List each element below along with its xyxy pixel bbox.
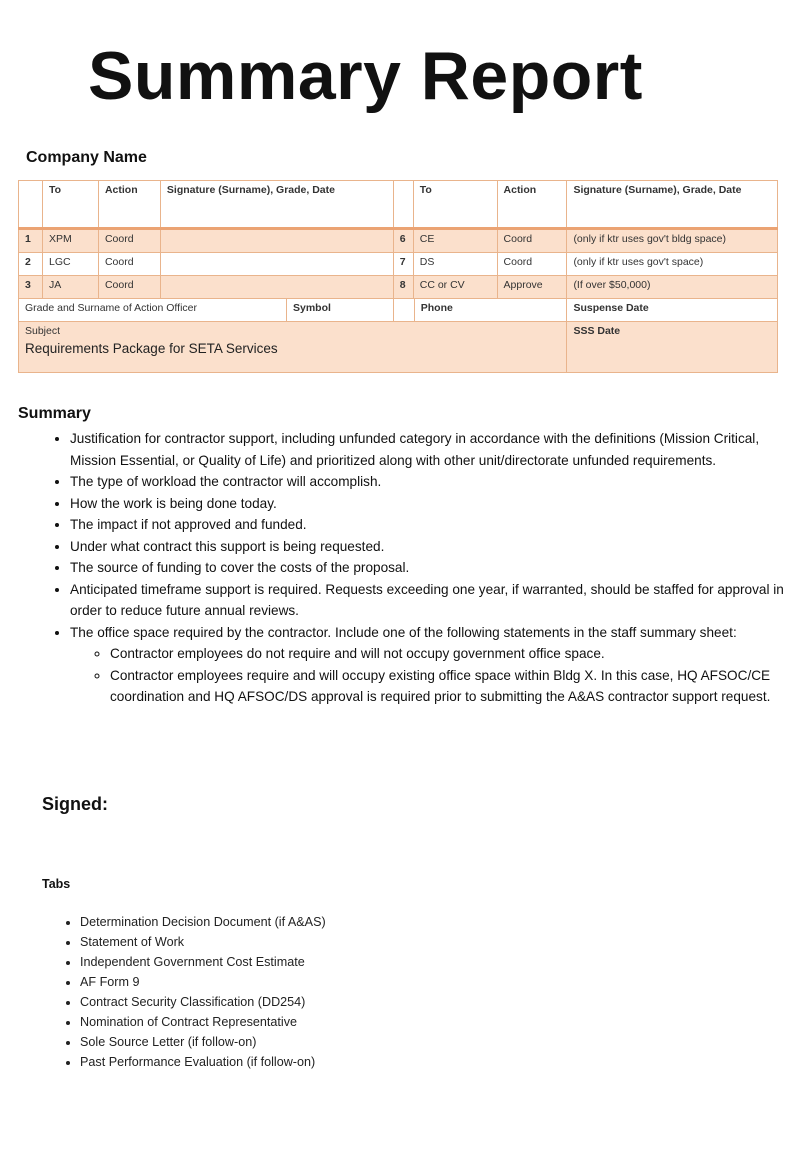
header-action: Action bbox=[98, 181, 160, 229]
list-item: • The impact if not approved and funded. bbox=[70, 514, 800, 536]
row-action: Coord bbox=[497, 229, 567, 253]
company-name: Company Name bbox=[26, 149, 147, 166]
row-to: XPM bbox=[42, 229, 98, 253]
header-signature: Signature (Surname), Grade, Date bbox=[160, 181, 393, 229]
list-item: • Sole Source Letter (if follow-on) bbox=[80, 1032, 326, 1052]
table-header-row bbox=[19, 181, 778, 229]
phone-label: Phone bbox=[420, 302, 453, 314]
sss-date-label: SSS Date bbox=[567, 322, 778, 373]
list-item: • Contract Security Classification (DD254) bbox=[80, 992, 326, 1012]
sub-list-item: ◦ Contractor employees do not require and will not occupy government office space. bbox=[110, 643, 800, 665]
row-number: 3 bbox=[19, 276, 43, 299]
suspense-date-label: Suspense Date bbox=[567, 299, 778, 322]
row-number: 2 bbox=[19, 253, 43, 276]
row-number: 7 bbox=[393, 253, 413, 276]
row-to: DS bbox=[413, 253, 497, 276]
header-action: Action bbox=[497, 181, 567, 229]
document-title: Summary Report bbox=[88, 38, 643, 114]
tabs-list bbox=[58, 912, 326, 1072]
row-action: Approve bbox=[497, 276, 567, 299]
row-number: 6 bbox=[393, 229, 413, 253]
tabs-heading: Tabs bbox=[42, 877, 71, 891]
row-to: CE bbox=[413, 229, 497, 253]
subject-value: Requirements Package for SETA Services bbox=[25, 341, 278, 356]
sub-list bbox=[70, 643, 800, 708]
row-signature[interactable]: (If over $50,000) bbox=[567, 276, 778, 299]
table-row bbox=[19, 253, 778, 276]
row-signature[interactable] bbox=[160, 229, 393, 253]
row-signature[interactable]: (only if ktr uses gov't space) bbox=[567, 253, 778, 276]
row-action: Coord bbox=[98, 229, 160, 253]
list-item: • Under what contract this support is being requested. bbox=[70, 536, 800, 558]
table-row bbox=[19, 276, 778, 299]
header-to: To bbox=[413, 181, 497, 229]
summary-list bbox=[48, 428, 800, 708]
symbol-label: Symbol bbox=[293, 302, 331, 314]
subject-label: Subject bbox=[25, 325, 61, 337]
row-to: JA bbox=[42, 276, 98, 299]
list-item bbox=[70, 622, 800, 708]
signed-label: Signed: bbox=[42, 794, 108, 814]
subject-row bbox=[19, 322, 778, 373]
row-action: Coord bbox=[497, 253, 567, 276]
table-row bbox=[19, 229, 778, 253]
list-item: • Statement of Work bbox=[80, 932, 326, 952]
sub-list-item: ◦ Contractor employees require and will occupy existing office space within Bldg X. In this case, HQ AFSOC/CE coordination and HQ AFSOC/DS approval is required prior to submitting the A&AS contractor support request. bbox=[110, 665, 800, 708]
row-signature[interactable]: (only if ktr uses gov't bldg space) bbox=[567, 229, 778, 253]
row-number: 1 bbox=[19, 229, 43, 253]
list-item: • AF Form 9 bbox=[80, 972, 326, 992]
list-item: • The type of workload the contractor will accomplish. bbox=[70, 471, 800, 493]
list-item: • Anticipated timeframe support is required. Requests exceeding one year, if warranted, should be staffed for approval in order to reduce future annual reviews. bbox=[70, 579, 800, 622]
list-item: • Justification for contractor support, including unfunded category in accordance with the definitions (Mission Critical, Mission Essential, or Quality of Life) and prioritized along with other unit/directorate unfunded requirements. bbox=[70, 428, 800, 471]
list-item: • Independent Government Cost Estimate bbox=[80, 952, 326, 972]
row-number: 8 bbox=[393, 276, 413, 299]
row-action: Coord bbox=[98, 253, 160, 276]
list-item: • Determination Decision Document (if A&AS) bbox=[80, 912, 326, 932]
list-item: • The source of funding to cover the costs of the proposal. bbox=[70, 557, 800, 579]
row-signature[interactable] bbox=[160, 276, 393, 299]
officer-row bbox=[19, 299, 778, 322]
routing-table bbox=[18, 180, 778, 373]
list-item: • Nomination of Contract Representative bbox=[80, 1012, 326, 1032]
row-signature[interactable] bbox=[160, 253, 393, 276]
row-action: Coord bbox=[98, 276, 160, 299]
list-item: • How the work is being done today. bbox=[70, 493, 800, 515]
row-to: LGC bbox=[42, 253, 98, 276]
header-to: To bbox=[42, 181, 98, 229]
row-to: CC or CV bbox=[413, 276, 497, 299]
summary-heading: Summary bbox=[18, 405, 91, 422]
officer-label: Grade and Surname of Action Officer bbox=[19, 299, 287, 321]
header-signature: Signature (Surname), Grade, Date bbox=[567, 181, 778, 229]
list-item-text: The office space required by the contractor. Include one of the following statements in the staff summary sheet: bbox=[70, 624, 737, 640]
list-item: • Past Performance Evaluation (if follow-on) bbox=[80, 1052, 326, 1072]
